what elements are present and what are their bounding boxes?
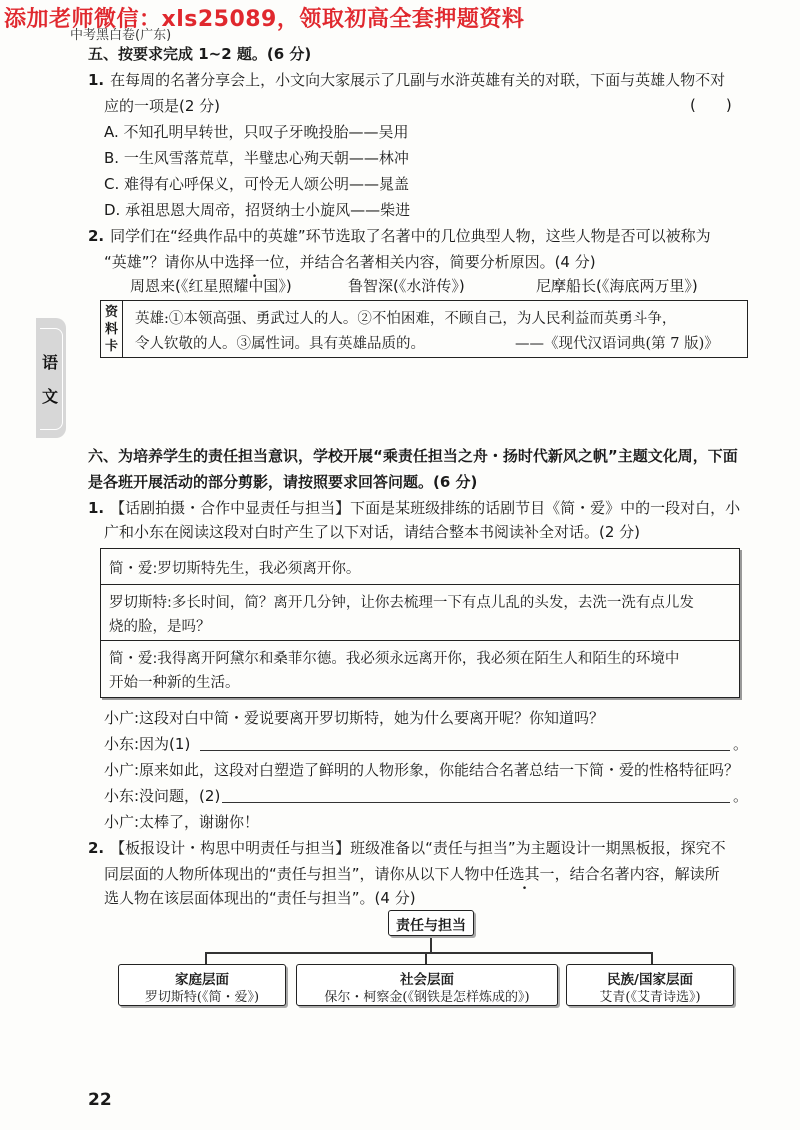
info-card-label-char-3: 卡 [104, 339, 118, 354]
s5-q2-line1 [88, 226, 711, 246]
dialog-box [100, 548, 740, 698]
tree-connector [651, 952, 653, 964]
s5-q2-text1: 同学们在“经典作品中的英雄”环节选取了名著中的几位典型人物，这些人物是否可以被称为 [110, 227, 711, 245]
section6-title-line2: 是各班开展活动的部分剪影，请按照要求回答问题。(6 分) [88, 473, 478, 491]
s6-q2-number: 2. [88, 839, 105, 857]
s6-q2-line2 [104, 864, 720, 884]
tree-node-nation-person: 艾青(《艾青诗选》) [599, 990, 701, 1005]
s6-q2-text1: 【板报设计・构思中明责任与担当】班级准备以“责任与担当”为主题设计一期黑板报，探究不 [110, 839, 726, 857]
dialog-row-3-line1: 简・爱:我得离开阿黛尔和桑菲尔德。我必须永远离开你，我必须在陌生人和陌生的环境中 [109, 651, 680, 667]
tree-root-node [388, 910, 474, 936]
conversation-line-5: 小广:太棒了，谢谢你！ [104, 813, 260, 831]
dialog-row [101, 549, 739, 585]
s5-q2-character-1: 周恩来(《红星照耀中国》) [130, 277, 292, 295]
tree-connector [425, 952, 427, 964]
section5-title: 五、按要求完成 1~2 题。(6 分) [88, 45, 312, 63]
info-card-label-char-2: 料 [104, 322, 118, 337]
tree-node-family [118, 964, 286, 1006]
tree-connector [205, 952, 207, 964]
s5-q1-option-a: A. 不知孔明早转世，只叹子牙晚投胎——吴用 [104, 123, 409, 141]
s6-q2-text2a: 同层面的人物所体现出的“责任与担当”，请你从以下人物中 [104, 865, 495, 883]
info-card-label-char-1: 资 [104, 305, 118, 320]
dialog-row-2-line1: 罗切斯特:多长时间，简？离开几分钟，让你去梳理一下有点儿乱的头发，去洗一洗有点儿发 [109, 595, 694, 611]
side-tab-inner [40, 328, 63, 430]
side-tab-char-2: 文 [42, 387, 59, 406]
s6-q1-line1 [88, 498, 740, 518]
dialog-row [101, 641, 739, 696]
tree-node-family-title: 家庭层面 [175, 972, 229, 988]
s5-q2-character-2: 鲁智深(《水浒传》) [348, 277, 465, 295]
side-tab-subject [36, 318, 66, 438]
s5-q1-text1: 在每周的名著分享会上，小文向大家展示了几副与水浒英雄有关的对联，下面与英雄人物不对 [110, 71, 726, 89]
info-card-line1: 英雄:①本领高强、勇武过人的人。②不怕困难，不顾自己，为人民利益而英勇斗争， [135, 311, 677, 327]
tree-node-society-title: 社会层面 [400, 972, 454, 988]
conversation-line-1: 小广:这段对白中简・爱说要离开罗切斯特，她为什么要离开呢？你知道吗？ [104, 709, 605, 727]
info-card-line2: 令人钦敬的人。③属性词。具有英雄品质的。 [135, 336, 425, 352]
conversation-line-4: 小东:没问题，(2) [104, 787, 221, 805]
s5-q2-text2a: “英雄”？请你从中 [104, 253, 225, 271]
s5-q1-line1 [88, 70, 725, 90]
s5-q1-answer-paren[interactable]: ( ) [690, 96, 732, 114]
answer-blank-2-period: 。 [733, 787, 749, 805]
side-tab-char-1: 语 [42, 353, 59, 372]
s6-q2-line3: 选人物在该层面体现出的“责任与担当”。(4 分) [104, 889, 416, 907]
dialog-row [101, 585, 739, 641]
tree-connector [430, 938, 432, 952]
tree-node-family-person: 罗切斯特(《简・爱》) [144, 990, 260, 1005]
conversation-line-2: 小东:因为(1) [104, 735, 191, 753]
s5-q2-character-3: 尼摩船长(《海底两万里》) [536, 277, 698, 295]
dialog-row-3-line2: 开始一种新的生活。 [109, 675, 240, 691]
s5-q1-option-d: D. 承祖思恩大周帝，招贤纳士小旋风——柴进 [104, 201, 411, 219]
tree-node-nation-title: 民族/国家层面 [607, 972, 693, 988]
dialog-row-2-line2: 烧的脸，是吗？ [109, 619, 211, 635]
tree-node-nation [566, 964, 734, 1006]
tree-node-society-person: 保尔・柯察金(《钢铁是怎样炼成的》) [324, 990, 530, 1005]
s5-q1-number: 1. [88, 71, 105, 89]
s6-q1-line2: 广和小东在阅读这段对白时产生了以下对话，请结合整本书阅读补全对话。(2 分) [104, 523, 641, 541]
info-card [100, 300, 748, 358]
s5-q1-option-b: B. 一生风雪落荒草，半璧忠心殉天朝——林冲 [104, 149, 409, 167]
tree-connector [205, 952, 652, 954]
s5-q2-line2 [104, 252, 596, 272]
s6-q2-emphasis: 任选其一 [494, 865, 555, 883]
conversation-line-3: 小广:原来如此，这段对白塑造了鲜明的人物形象，你能结合名著总结一下简・爱的性格特征吗？ [104, 761, 740, 779]
s5-q2-text2b: ，并结合名著相关内容，简要分析原因。(4 分) [284, 253, 596, 271]
tree-root-label: 责任与担当 [396, 918, 466, 934]
s6-q2-line1 [88, 838, 726, 858]
tree-node-society [296, 964, 558, 1006]
header-note: 中考黑白卷(广东) [70, 28, 172, 43]
s5-q1-option-c: C. 难得有心呼保义，可怜无人颂公明——晁盖 [104, 175, 410, 193]
s6-q1-text1: 【话剧拍摄・合作中显责任与担当】下面是某班级排练的话剧节目《简・爱》中的一段对白，小 [110, 499, 741, 517]
answer-blank-1-period: 。 [733, 735, 749, 753]
s5-q1-line2: 应的一项是(2 分) [104, 97, 221, 115]
answer-blank-1[interactable] [200, 750, 730, 751]
info-card-source: ——《现代汉语词典(第 7 版)》 [515, 336, 719, 352]
watermark-banner: 添加老师微信：xls25089，领取初高全套押题资料 [4, 7, 525, 32]
info-card-label [101, 301, 123, 357]
answer-blank-2[interactable] [222, 802, 730, 803]
s5-q2-emphasis: 选择一位 [224, 253, 285, 271]
s5-q2-number: 2. [88, 227, 105, 245]
page-number: 22 [88, 1090, 112, 1110]
s6-q2-text2b: ，结合名著内容，解读所 [554, 865, 720, 883]
s6-q1-number: 1. [88, 499, 105, 517]
dialog-row-1-line1: 简・爱:罗切斯特先生，我必须离开你。 [109, 561, 361, 577]
section6-title-line1: 六、为培养学生的责任担当意识，学校开展“乘责任担当之舟・扬时代新风之帆”主题文化周，下面 [88, 447, 738, 465]
